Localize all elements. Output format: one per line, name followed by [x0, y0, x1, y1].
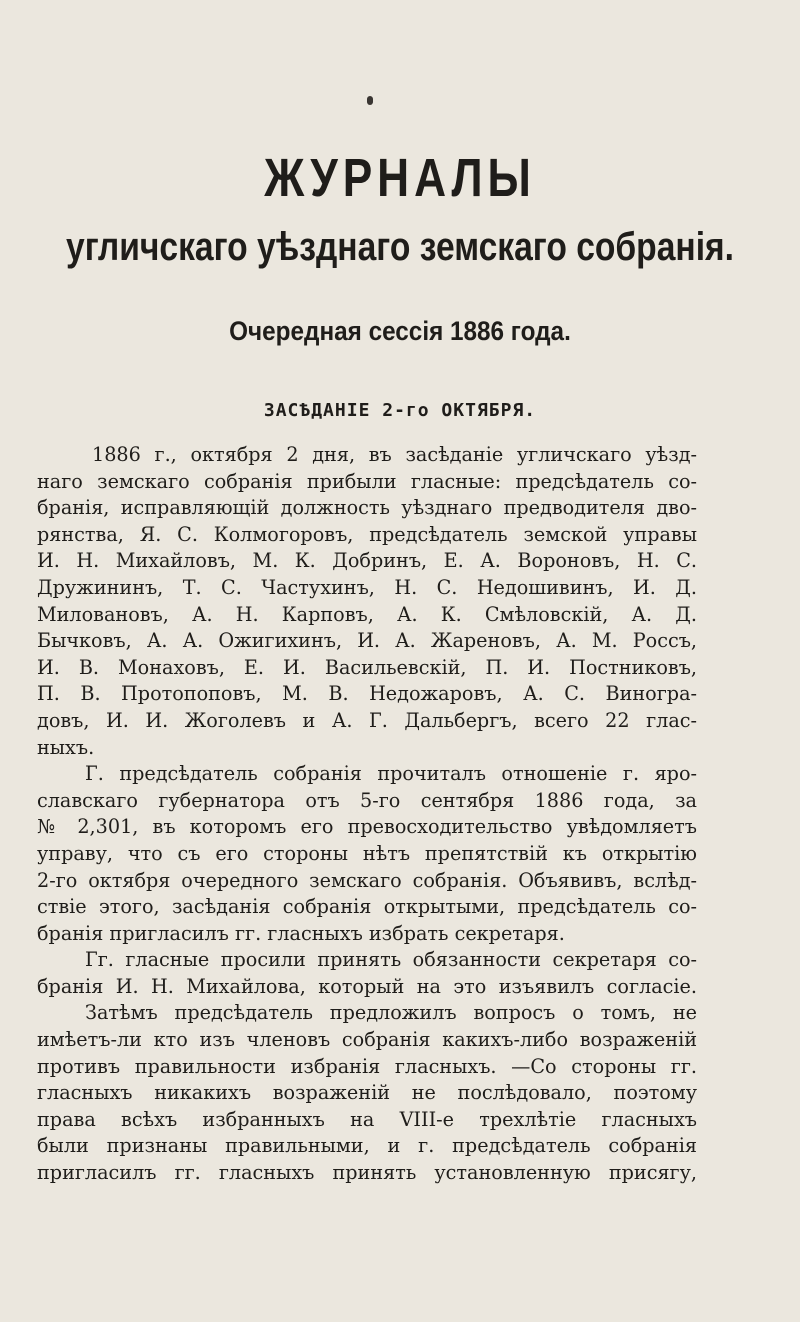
text-line: права всѣхъ избранныхъ на VIII-е трехлѣтіе гласныхъ: [37, 1107, 697, 1131]
text-line: ныхъ.: [37, 735, 95, 759]
sitting-heading: ЗАСѢДАНІЕ 2-го ОКТЯБРЯ.: [263, 400, 537, 421]
text-line: ствіе этого, засѣданія собранія открытыми, предсѣдатель со-: [37, 895, 697, 919]
text-line: бранія, исправляющій должность уѣзднаго предводителя дво-: [37, 496, 697, 520]
text-line: пригласилъ гг. гласныхъ принять установленную присягу,: [37, 1161, 697, 1185]
text-line: славскаго губернатора отъ 5-го сентября 1886 года, за: [37, 788, 697, 812]
text-line: 2-го октября очередного земскаго собранія. Объявивъ, вслѣд-: [37, 868, 697, 892]
text-line: Миловановъ, А. Н. Карповъ, А. К. Смѣловскій, А. Д.: [37, 602, 697, 626]
document-title: ЖУРНАЛЫ: [264, 148, 536, 208]
text-line: рянства, Я. С. Колмогоровъ, предсѣдатель земской управы: [37, 522, 697, 546]
text-line: 1886 г., октября 2 дня, въ засѣданіе угличскаго уѣзд-: [92, 443, 697, 466]
text-line: имѣетъ-ли кто изъ членовъ собранія какихъ-либо возраженій: [37, 1028, 697, 1052]
text-line: И. В. Монаховъ, Е. И. Васильевскій, П. И. Постниковъ,: [37, 655, 697, 679]
ink-speck: [367, 96, 373, 105]
text-line: наго земскаго собранія прибыли гласные: предсѣдатель со-: [37, 469, 697, 493]
text-line: Гг. гласные просили принять обязанности секретаря со-: [85, 948, 697, 972]
text-line: Бычковъ, А. А. Ожигихинъ, И. А. Жареновъ, А. М. Россъ,: [37, 629, 697, 653]
text-line: Затѣмъ предсѣдатель предложилъ вопросъ о томъ, не: [85, 1001, 697, 1025]
text-line: бранія И. Н. Михайлова, который на это изъявилъ согласіе.: [37, 974, 697, 998]
text-line: гласныхъ никакихъ возраженій не послѣдовало, поэтому: [37, 1081, 697, 1105]
document-subtitle: угличскаго уѣзднаго земскаго собранія.: [66, 225, 734, 269]
text-line: были признаны правильными, и г. предсѣдатель собранія: [37, 1134, 697, 1158]
text-line: противъ правильности избранія гласныхъ. —Со стороны гг.: [37, 1054, 697, 1078]
text-line: № 2,301, въ которомъ его превосходительство увѣдомляетъ: [37, 815, 697, 839]
text-line: П. В. Протопоповъ, М. В. Недожаровъ, А. С. Виногра-: [37, 682, 697, 706]
text-line: довъ, И. И. Жоголевъ и А. Г. Дальбергъ, всего 22 глас-: [37, 708, 697, 732]
text-line: Г. предсѣдатель собранія прочиталъ отношеніе г. яро-: [85, 762, 697, 786]
text-line: Дружининъ, Т. С. Частухинъ, Н. С. Недошивинъ, И. Д.: [37, 575, 697, 599]
body-text: [37, 442, 697, 1187]
text-line: бранія пригласилъ гг. гласныхъ избрать секретаря.: [37, 921, 565, 945]
text-line: управу, что съ его стороны нѣтъ препятствій къ открытію: [37, 841, 697, 865]
text-line: И. Н. Михайловъ, М. К. Добринъ, Е. А. Вороновъ, Н. С.: [37, 549, 697, 573]
session-heading: Очередная сессія 1886 года.: [229, 316, 571, 346]
